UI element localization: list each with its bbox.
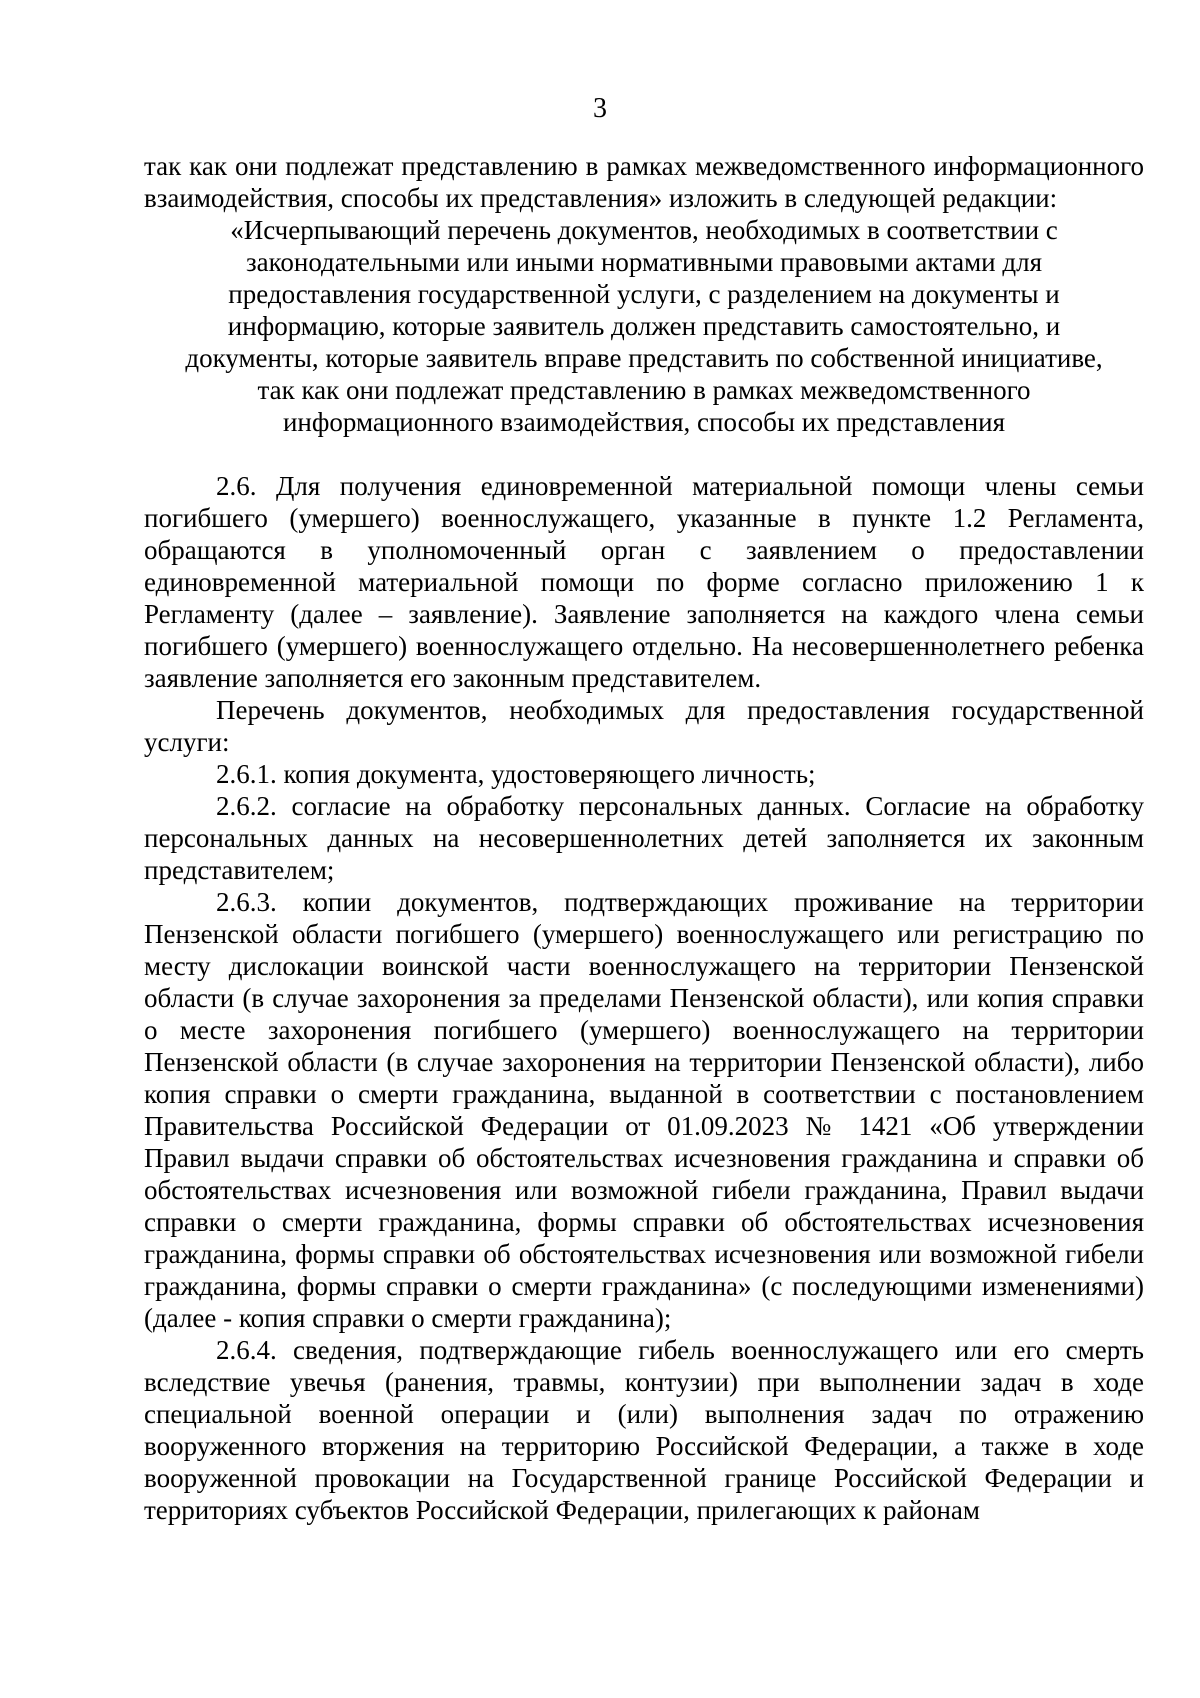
paragraph-2-6-3: 2.6.3. копии документов, подтверждающих проживание на территории Пензенской области погибшего (умершего) военнослужащего или регистрацию по месту дислокации воинской части военнослужащего на территории Пензенской области (в случае захоронения за пределами Пензенской области), или копия справки о месте захоронения погибшего (умершего) военнослужащего на территории Пензенской области (в случае захоронения на территории Пензенской области), либо копия справки о смерти гражданина, выданной в соответствии с постановлением Правительства Российской Федерации от 01.09.2023 № 1421 «Об утверждении Правил выдачи справки об обстоятельствах исчезновения гражданина и справки об обстоятельствах исчезновения или возможной гибели гражданина, Правил выдачи справки о смерти гражданина, формы справки об обстоятельствах исчезновения гражданина, формы справки об обстоятельствах исчезновения или возможной гибели гражданина, формы справки о смерти гражданина» (с последующими изменениями) (далее - копия справки о смерти гражданина);: [144, 887, 1144, 1333]
heading-line: законодательными или иными нормативными правовыми актами для: [245, 247, 1043, 277]
page-number: 3: [593, 93, 607, 124]
heading-line: информационного взаимодействия, способы их представления: [282, 407, 1006, 437]
document-body: [144, 150, 1144, 1526]
heading-line: так как они подлежат представлению в рамках межведомственного: [257, 375, 1031, 405]
paragraph-2-6-4: 2.6.4. сведения, подтверждающие гибель военнослужащего или его смерть вследствие увечья (ранения, травмы, контузии) при выполнении задач в ходе специальной военной операции и (или) выполнения задач по отражению вооруженного вторжения на территорию Российской Федерации, а также в ходе вооруженной провокации на Государственной границе Российской Федерации и территориях субъектов Российской Федерации, прилегающих к районам: [144, 1335, 1144, 1525]
heading-line: «Исчерпывающий перечень документов, необходимых в соответствии с: [230, 215, 1058, 245]
heading-line: предоставления государственной услуги, с разделением на документы и: [228, 279, 1060, 309]
paragraph-2-6-2: 2.6.2. согласие на обработку персональных данных. Согласие на обработку персональных данных на несовершеннолетних детей заполняется их законным представителем;: [144, 791, 1144, 885]
heading-line: документы, которые заявитель вправе представить по собственной инициативе,: [185, 343, 1103, 373]
paragraph-2-6: 2.6. Для получения единовременной материальной помощи члены семьи погибшего (умершего) военнослужащего, указанные в пункте 1.2 Регламента, обращаются в уполномоченный орган с заявлением о предоставлении единовременной материальной помощи по форме согласно приложению 1 к Регламенту (далее – заявление). Заявление заполняется на каждого члена семьи погибшего (умершего) военнослужащего отдельно. На несовершеннолетнего ребенка заявление заполняется его законным представителем.: [144, 471, 1144, 693]
documents-list-intro: Перечень документов, необходимых для предоставления государственной услуги:: [144, 695, 1144, 757]
intro-paragraph: так как они подлежат представлению в рамках межведомственного информационного взаимодействия, способы их представления» изложить в следующей редакции:: [144, 151, 1144, 213]
paragraph-2-6-1: 2.6.1. копия документа, удостоверяющего личность;: [216, 759, 816, 789]
section-heading: [144, 214, 1144, 438]
heading-line: информацию, которые заявитель должен представить самостоятельно, и: [227, 311, 1061, 341]
